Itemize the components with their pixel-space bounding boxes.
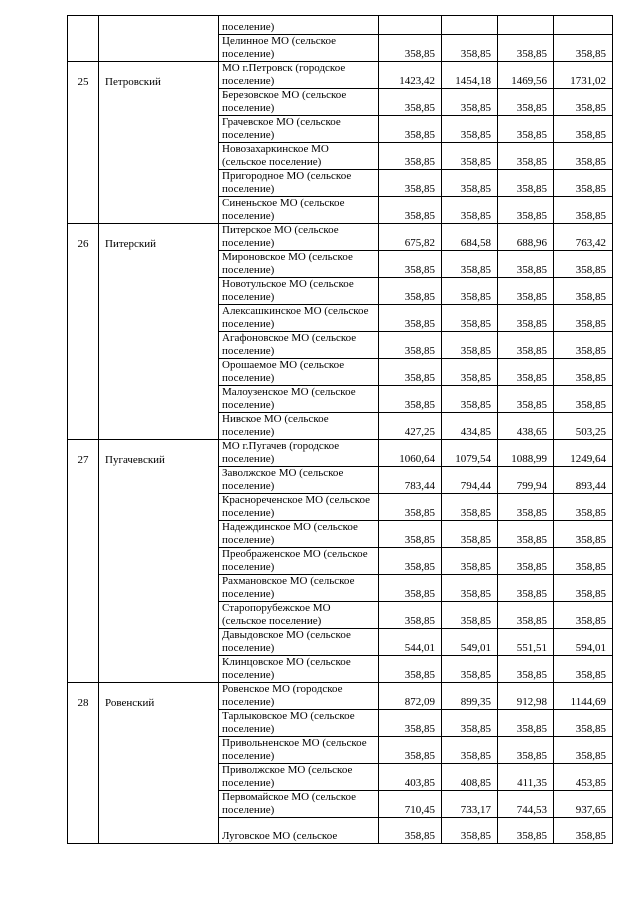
table-row [68,89,613,116]
value-col-1: 358,85 [379,170,442,197]
district-name [99,278,219,305]
municipality-name: Пригородное МО (сельское поселение) [219,170,379,197]
table-row [68,16,613,35]
district-name: Петровский [99,62,219,89]
municipality-name: Привольненское МО (сельское поселение) [219,737,379,764]
value-col-1: 544,01 [379,629,442,656]
value-col-4: 1144,69 [554,683,613,710]
table-row [68,710,613,737]
value-col-2: 434,85 [442,413,498,440]
row-number [68,710,99,737]
value-col-2: 549,01 [442,629,498,656]
table-row [68,170,613,197]
value-col-3: 358,85 [498,575,554,602]
value-col-3: 358,85 [498,737,554,764]
district-name: Ровенский [99,683,219,710]
municipality-name: Приволжское МО (сельское поселение) [219,764,379,791]
table-row [68,521,613,548]
row-number [68,16,99,35]
district-name [99,16,219,35]
row-number [68,764,99,791]
value-col-2: 358,85 [442,332,498,359]
value-col-4: 358,85 [554,305,613,332]
value-col-3: 358,85 [498,332,554,359]
table-row [68,494,613,521]
value-col-1: 358,85 [379,332,442,359]
value-col-1: 675,82 [379,224,442,251]
value-col-4: 763,42 [554,224,613,251]
value-col-3: 438,65 [498,413,554,440]
value-col-3: 358,85 [498,251,554,278]
municipality-name: Первомайское МО (сельское поселение) [219,791,379,818]
value-col-1: 1060,64 [379,440,442,467]
value-col-1: 358,85 [379,737,442,764]
table-row [68,575,613,602]
value-col-3: 358,85 [498,656,554,683]
value-col-3: 358,85 [498,305,554,332]
municipality-name: Агафоновское МО (сельское поселение) [219,332,379,359]
value-col-2: 358,85 [442,737,498,764]
row-number [68,251,99,278]
value-col-3: 358,85 [498,170,554,197]
value-col-1: 710,45 [379,791,442,818]
value-col-2: 358,85 [442,278,498,305]
row-number [68,575,99,602]
value-col-3: 358,85 [498,35,554,62]
municipality-name: Старопорубежское МО (сельское поселение) [219,602,379,629]
value-col-4: 503,25 [554,413,613,440]
row-number [68,305,99,332]
value-col-3: 358,85 [498,197,554,224]
row-number: 26 [68,224,99,251]
district-name [99,251,219,278]
value-col-1: 358,85 [379,359,442,386]
value-col-1: 872,09 [379,683,442,710]
row-number [68,278,99,305]
district-name [99,467,219,494]
value-col-4: 358,85 [554,710,613,737]
municipality-name: поселение) [219,16,379,35]
row-number [68,170,99,197]
value-col-4: 358,85 [554,278,613,305]
municipality-name: Новотульское МО (сельское поселение) [219,278,379,305]
municipality-name: Орошаемое МО (сельское поселение) [219,359,379,386]
table-row [68,467,613,494]
table-row [68,224,613,251]
district-name [99,170,219,197]
table-row [68,818,613,844]
value-col-4: 358,85 [554,602,613,629]
value-col-1: 358,85 [379,710,442,737]
table-row [68,305,613,332]
row-number [68,656,99,683]
row-number [68,467,99,494]
value-col-3: 358,85 [498,818,554,844]
value-col-2: 358,85 [442,494,498,521]
value-col-1: 358,85 [379,35,442,62]
row-number [68,35,99,62]
value-col-2: 358,85 [442,197,498,224]
value-col-2: 358,85 [442,116,498,143]
value-col-4: 1731,02 [554,62,613,89]
district-name [99,35,219,62]
value-col-2: 358,85 [442,35,498,62]
value-col-2: 358,85 [442,548,498,575]
value-col-1: 358,85 [379,656,442,683]
table-row [68,764,613,791]
value-col-4: 358,85 [554,170,613,197]
row-number [68,791,99,818]
value-col-4: 358,85 [554,818,613,844]
table-row [68,332,613,359]
row-number: 27 [68,440,99,467]
value-col-1: 783,44 [379,467,442,494]
municipality-name: Синеньское МО (сельское поселение) [219,197,379,224]
row-number [68,143,99,170]
value-col-2: 1079,54 [442,440,498,467]
value-col-2: 358,85 [442,521,498,548]
row-number: 25 [68,62,99,89]
value-col-3: 358,85 [498,386,554,413]
municipality-name: Малоузенское МО (сельское поселение) [219,386,379,413]
row-number [68,548,99,575]
table-row [68,35,613,62]
value-col-4: 358,85 [554,548,613,575]
value-col-4: 358,85 [554,251,613,278]
value-col-4: 358,85 [554,116,613,143]
district-name [99,602,219,629]
value-col-4: 358,85 [554,89,613,116]
value-col-3: 358,85 [498,278,554,305]
value-col-3: 1088,99 [498,440,554,467]
district-name [99,359,219,386]
table-row [68,791,613,818]
value-col-4: 358,85 [554,359,613,386]
row-number [68,494,99,521]
value-col-1: 403,85 [379,764,442,791]
value-col-2: 358,85 [442,656,498,683]
municipality-name: Давыдовское МО (сельское поселение) [219,629,379,656]
value-col-2: 733,17 [442,791,498,818]
value-col-3: 358,85 [498,143,554,170]
value-col-1: 358,85 [379,116,442,143]
value-col-4: 1249,64 [554,440,613,467]
row-number [68,521,99,548]
value-col-4: 358,85 [554,332,613,359]
municipality-name: Целинное МО (сельское поселение) [219,35,379,62]
district-name [99,332,219,359]
value-col-4: 453,85 [554,764,613,791]
value-col-1: 358,85 [379,818,442,844]
value-col-2: 358,85 [442,359,498,386]
value-col-1: 358,85 [379,143,442,170]
value-col-4: 893,44 [554,467,613,494]
value-col-1: 358,85 [379,251,442,278]
table-row [68,251,613,278]
value-col-2: 358,85 [442,170,498,197]
value-col-2: 408,85 [442,764,498,791]
value-col-3: 551,51 [498,629,554,656]
value-col-4 [554,16,613,35]
table-row [68,413,613,440]
municipality-name: Клинцовское МО (сельское поселение) [219,656,379,683]
district-name [99,548,219,575]
value-col-2: 358,85 [442,575,498,602]
value-col-2: 358,85 [442,305,498,332]
value-col-2: 899,35 [442,683,498,710]
value-col-2: 358,85 [442,710,498,737]
table-row [68,197,613,224]
district-name: Питерский [99,224,219,251]
municipality-name: Грачевское МО (сельское поселение) [219,116,379,143]
value-col-3: 1469,56 [498,62,554,89]
value-col-1: 358,85 [379,521,442,548]
value-col-3: 358,85 [498,89,554,116]
value-col-4: 358,85 [554,197,613,224]
district-name [99,197,219,224]
municipality-name: Питерское МО (сельское поселение) [219,224,379,251]
value-col-3: 744,53 [498,791,554,818]
municipality-name: МО г.Пугачев (городское поселение) [219,440,379,467]
value-col-2: 358,85 [442,89,498,116]
district-name: Пугачевский [99,440,219,467]
district-name [99,413,219,440]
municipality-name: Нивское МО (сельское поселение) [219,413,379,440]
municipality-name: Надеждинское МО (сельское поселение) [219,521,379,548]
district-name [99,143,219,170]
value-col-2: 358,85 [442,386,498,413]
district-name [99,791,219,818]
value-col-1: 358,85 [379,305,442,332]
value-col-4: 358,85 [554,656,613,683]
value-col-4: 358,85 [554,35,613,62]
district-name [99,116,219,143]
value-col-4: 358,85 [554,386,613,413]
value-col-2: 684,58 [442,224,498,251]
district-name [99,575,219,602]
district-name [99,629,219,656]
value-col-2: 1454,18 [442,62,498,89]
row-number [68,332,99,359]
district-name [99,305,219,332]
table-row [68,440,613,467]
municipality-name: Преображенское МО (сельское поселение) [219,548,379,575]
row-number [68,413,99,440]
value-col-4: 358,85 [554,494,613,521]
value-col-3: 358,85 [498,710,554,737]
value-col-1: 1423,42 [379,62,442,89]
district-name [99,764,219,791]
value-col-3: 358,85 [498,521,554,548]
value-col-1: 358,85 [379,602,442,629]
district-name [99,818,219,844]
value-col-4: 594,01 [554,629,613,656]
municipality-name: Рахмановское МО (сельское поселение) [219,575,379,602]
district-name [99,89,219,116]
municipality-name: Мироновское МО (сельское поселение) [219,251,379,278]
municipality-name: Краснореченское МО (сельское поселение) [219,494,379,521]
value-col-3 [498,16,554,35]
row-number [68,359,99,386]
municipality-name: Новозахаркинское МО (сельское поселение) [219,143,379,170]
value-col-3: 358,85 [498,359,554,386]
municipality-name: Луговское МО (сельское [219,818,379,844]
table-row [68,359,613,386]
table-body [68,16,613,844]
value-col-4: 358,85 [554,143,613,170]
value-col-1: 358,85 [379,494,442,521]
table-row [68,602,613,629]
value-col-1: 358,85 [379,89,442,116]
value-col-2: 358,85 [442,602,498,629]
table-row [68,656,613,683]
value-col-2: 358,85 [442,143,498,170]
district-name [99,656,219,683]
value-col-2: 358,85 [442,251,498,278]
tariff-table [67,15,613,844]
row-number [68,197,99,224]
district-name [99,737,219,764]
value-col-3: 411,35 [498,764,554,791]
municipality-name: Заволжское МО (сельское поселение) [219,467,379,494]
row-number [68,737,99,764]
table-row [68,386,613,413]
value-col-3: 799,94 [498,467,554,494]
table-row [68,278,613,305]
table-row [68,629,613,656]
value-col-2 [442,16,498,35]
value-col-2: 794,44 [442,467,498,494]
value-col-1: 358,85 [379,278,442,305]
value-col-3: 358,85 [498,602,554,629]
table-row [68,683,613,710]
value-col-3: 358,85 [498,494,554,521]
district-name [99,521,219,548]
table-row [68,737,613,764]
value-col-1: 358,85 [379,197,442,224]
table-row [68,548,613,575]
district-name [99,494,219,521]
row-number [68,116,99,143]
value-col-4: 358,85 [554,521,613,548]
municipality-name: Березовское МО (сельское поселение) [219,89,379,116]
value-col-3: 912,98 [498,683,554,710]
municipality-name: Ровенское МО (городское поселение) [219,683,379,710]
municipality-name: МО г.Петровск (городское поселение) [219,62,379,89]
value-col-4: 937,65 [554,791,613,818]
value-col-1: 358,85 [379,386,442,413]
table-row [68,62,613,89]
row-number [68,629,99,656]
value-col-3: 688,96 [498,224,554,251]
value-col-1: 358,85 [379,548,442,575]
value-col-3: 358,85 [498,548,554,575]
value-col-4: 358,85 [554,575,613,602]
value-col-1: 358,85 [379,575,442,602]
municipality-name: Тарлыковское МО (сельское поселение) [219,710,379,737]
value-col-4: 358,85 [554,737,613,764]
value-col-1 [379,16,442,35]
row-number [68,602,99,629]
district-name [99,386,219,413]
row-number: 28 [68,683,99,710]
municipality-name: Алексашкинское МО (сельское поселение) [219,305,379,332]
row-number [68,89,99,116]
row-number [68,386,99,413]
value-col-2: 358,85 [442,818,498,844]
value-col-1: 427,25 [379,413,442,440]
table-row [68,116,613,143]
value-col-3: 358,85 [498,116,554,143]
row-number [68,818,99,844]
table-row [68,143,613,170]
district-name [99,710,219,737]
